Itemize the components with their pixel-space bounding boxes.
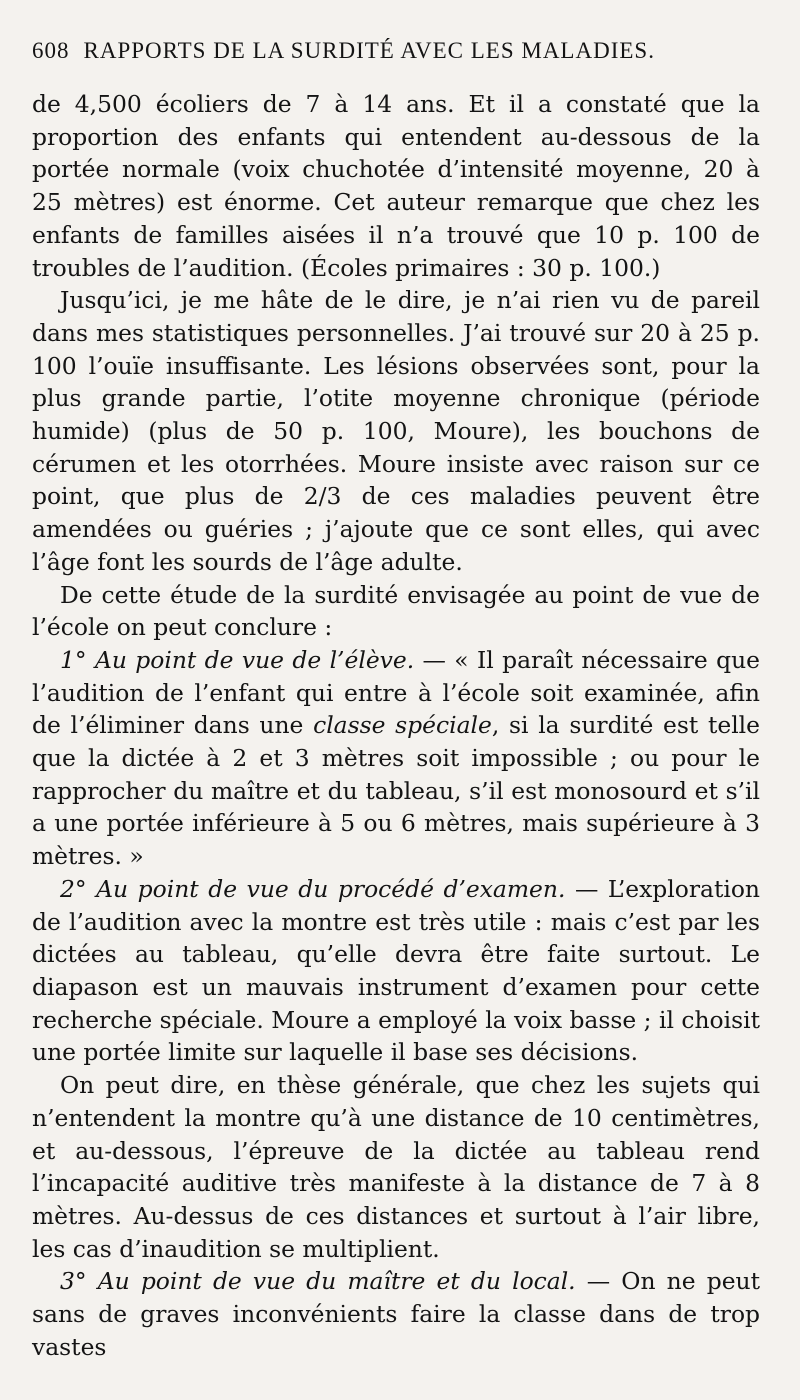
paragraph-text: On peut dire, en thèse générale, que chez les sujets qui n’entendent la montre qu’à une distance de 10 centimètres, et au-dessous, l’épreuve de la dictée au tableau rend l’incapacité auditive très manifeste à la distance de 7 à 8 mètres. Au-dessus de ces distances et surtout à l’air libre, les cas d’inaudition se multiplient.: [32, 1071, 760, 1263]
running-title: RAPPORTS DE LA SURDITÉ AVEC LES MALADIES.: [83, 38, 655, 63]
paragraph-continuation: [32, 88, 760, 284]
paragraph-text: — On ne peut sans de graves inconvénients faire la classe dans de trop vastes: [32, 1267, 761, 1361]
paragraph: [32, 284, 760, 578]
emphasis-text: classe spéciale: [313, 711, 492, 740]
paragraph-text: , si la surdité est telle que la dictée à 2 et 3 mètres soit impossible ; ou pour le rapprocher du maître et du tableau, s’il est monosourd et s’il a une portée inférieure à 5 ou 6 mètres, mais supérieure à 3 mètres. »: [32, 711, 760, 871]
page-number: 608: [32, 38, 70, 63]
page-body: [32, 88, 760, 1363]
running-header: [32, 38, 760, 88]
conclusion-item-2: [32, 873, 760, 1069]
paragraph-text: — L’exploration de l’audition avec la montre est très utile : mais c’est par les dictées au tableau, qu’elle devra être faite surtout. Le diapason est un mauvais instrument d’examen pour cette recherche spéciale. Moure a employé la voix basse ; il choisit une portée limite sur laquelle il base ses décisions.: [32, 874, 760, 1067]
item-heading: 1° Au point de vue de l’élève.: [60, 645, 415, 674]
item-heading: 2° Au point de vue du procédé d’examen.: [60, 874, 566, 903]
paragraph-text: de 4,500 écoliers de 7 à 14 ans. Et il a constaté que la proportion des enfants qui entendent au-dessous de la portée normale (voix chuchotée d’intensité moyenne, 20 à 25 mètres) est énorme. Cet auteur remarque que chez les enfants de familles aisées il n’a trouvé que 10 p. 100 de troubles de l’audition. (Écoles primaires : 30 p. 100.): [32, 90, 760, 282]
conclusion-item-1: [32, 644, 760, 873]
conclusion-item-3: [32, 1265, 760, 1363]
paragraph-text: Jusqu’ici, je me hâte de le dire, je n’ai rien vu de pareil dans mes statistiques personnelles. J’ai trouvé sur 20 à 25 p. 100 l’ouïe insuffisante. Les lésions observées sont, pour la plus grande partie, l’otite moyenne chronique (période humide) (plus de 50 p. 100, Moure), les bouchons de cérumen et les otorrhées. Moure insiste avec raison sur ce point, que plus de 2/3 de ces maladies peuvent être amendées ou guéries ; j’ajoute que ce sont elles, qui avec l’âge font les sourds de l’âge adulte.: [32, 286, 760, 576]
paragraph-text: De cette étude de la surdité envisagée au point de vue de l’école on peut conclure :: [32, 580, 760, 642]
paragraph-text: — « Il paraît nécessaire que l’audition de l’enfant qui entre à l’école soit examinée, afin de l’éliminer dans une: [32, 645, 760, 740]
paragraph: [32, 579, 760, 644]
paragraph: [32, 1069, 760, 1265]
item-heading: 3° Au point de vue du maître et du local.: [60, 1267, 576, 1296]
